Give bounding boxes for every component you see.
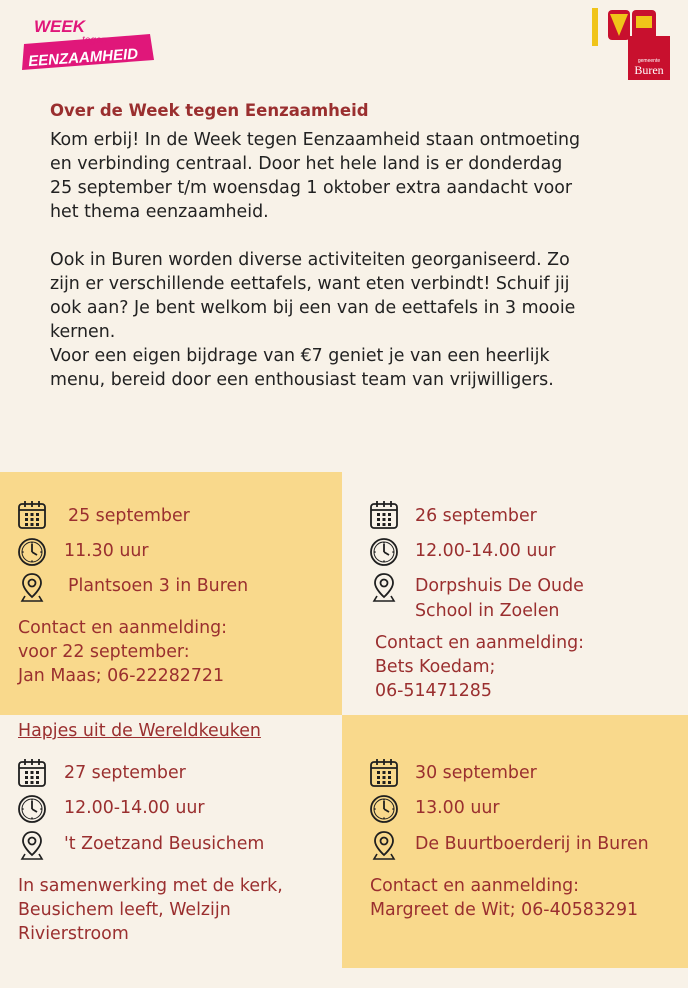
logo-municipality-name: Buren <box>634 63 664 77</box>
intro-text <box>50 128 670 392</box>
event-date: 26 september <box>415 506 537 526</box>
contact-line: Margreet de Wit; 06-40583291 <box>370 900 639 920</box>
event-time: 12.00-14.00 uur <box>415 541 556 561</box>
logo-word-week: WEEK <box>34 17 85 36</box>
event-contact <box>18 874 283 946</box>
contact-line: In samenwerking met de kerk, <box>18 876 283 896</box>
contact-line: Contact en aanmelding: <box>375 633 585 653</box>
week-tegen-eenzaamheid-logo <box>18 14 158 74</box>
clock-icon <box>368 536 400 568</box>
event-card-25-september <box>0 472 342 715</box>
intro-line: en verbinding centraal. Door het hele land is er donderdag <box>50 154 563 174</box>
contact-line: Contact en aanmelding: <box>370 876 580 896</box>
location-pin-icon <box>16 571 48 603</box>
page-title: Over de Week tegen Eenzaamheid <box>50 101 369 120</box>
event-contact <box>370 874 638 922</box>
location-pin-icon <box>368 829 400 861</box>
logo-word-tegen: tegen <box>82 35 108 46</box>
event-location: Plantsoen 3 in Buren <box>68 576 249 596</box>
calendar-icon <box>368 499 400 531</box>
event-time: 11.30 uur <box>64 541 149 561</box>
event-card-30-september <box>342 715 688 968</box>
contact-line: Rivierstroom <box>18 924 129 944</box>
contact-line: voor 22 september: <box>18 642 190 662</box>
event-location: Dorpshuis De Oude <box>415 576 584 596</box>
contact-line: 06-51471285 <box>375 681 492 701</box>
event-card-27-september <box>0 715 342 968</box>
logo-word-eenzaamheid: EENZAAMHEID <box>27 45 139 71</box>
intro-line: Ook in Buren worden diverse activiteiten georganiseerd. Zo <box>50 250 570 270</box>
intro-line: Kom erbij! In de Week tegen Eenzaamheid staan ontmoeting <box>50 130 581 150</box>
event-contact <box>18 616 227 688</box>
event-location: De Buurtboerderij in Buren <box>415 834 649 854</box>
intro-line: ook aan? Je bent welkom bij een van de eettafels in 3 mooie <box>50 298 576 318</box>
logo-municipality-small: gemeente <box>637 58 661 64</box>
location-pin-icon <box>16 829 48 861</box>
event-location: School in Zoelen <box>415 601 560 621</box>
clock-icon <box>16 536 48 568</box>
event-date: 30 september <box>415 763 537 783</box>
event-date: 25 september <box>68 506 190 526</box>
contact-line: Jan Maas; 06-22282721 <box>18 666 225 686</box>
clock-icon <box>368 793 400 825</box>
calendar-icon <box>368 757 400 789</box>
intro-line: zijn er verschillende eettafels, want eten verbindt! Schuif jij <box>50 274 570 294</box>
event-contact <box>375 631 584 703</box>
event-card-26-september <box>342 472 688 715</box>
intro-line: menu, bereid door een enthousiast team van vrijwilligers. <box>50 370 554 390</box>
intro-line: kernen. <box>50 322 116 342</box>
intro-line: het thema eenzaamheid. <box>50 202 269 222</box>
event-time: 12.00-14.00 uur <box>64 798 205 818</box>
contact-line: Bets Koedam; <box>375 657 496 677</box>
clock-icon <box>16 793 48 825</box>
intro-line: Voor een eigen bijdrage van €7 geniet je van een heerlijk <box>50 346 550 366</box>
intro-line: 25 september t/m woensdag 1 oktober extra aandacht voor <box>50 178 573 198</box>
calendar-icon <box>16 499 48 531</box>
gemeente-buren-logo <box>588 6 678 82</box>
event-date: 27 september <box>64 763 186 783</box>
events-grid <box>0 472 688 968</box>
event-heading-link[interactable]: Hapjes uit de Wereldkeuken <box>18 721 261 741</box>
location-pin-icon <box>368 571 400 603</box>
event-time: 13.00 uur <box>415 798 500 818</box>
calendar-icon <box>16 757 48 789</box>
contact-line: Contact en aanmelding: <box>18 618 228 638</box>
event-location: 't Zoetzand Beusichem <box>64 834 265 854</box>
contact-line: Beusichem leeft, Welzijn <box>18 900 231 920</box>
